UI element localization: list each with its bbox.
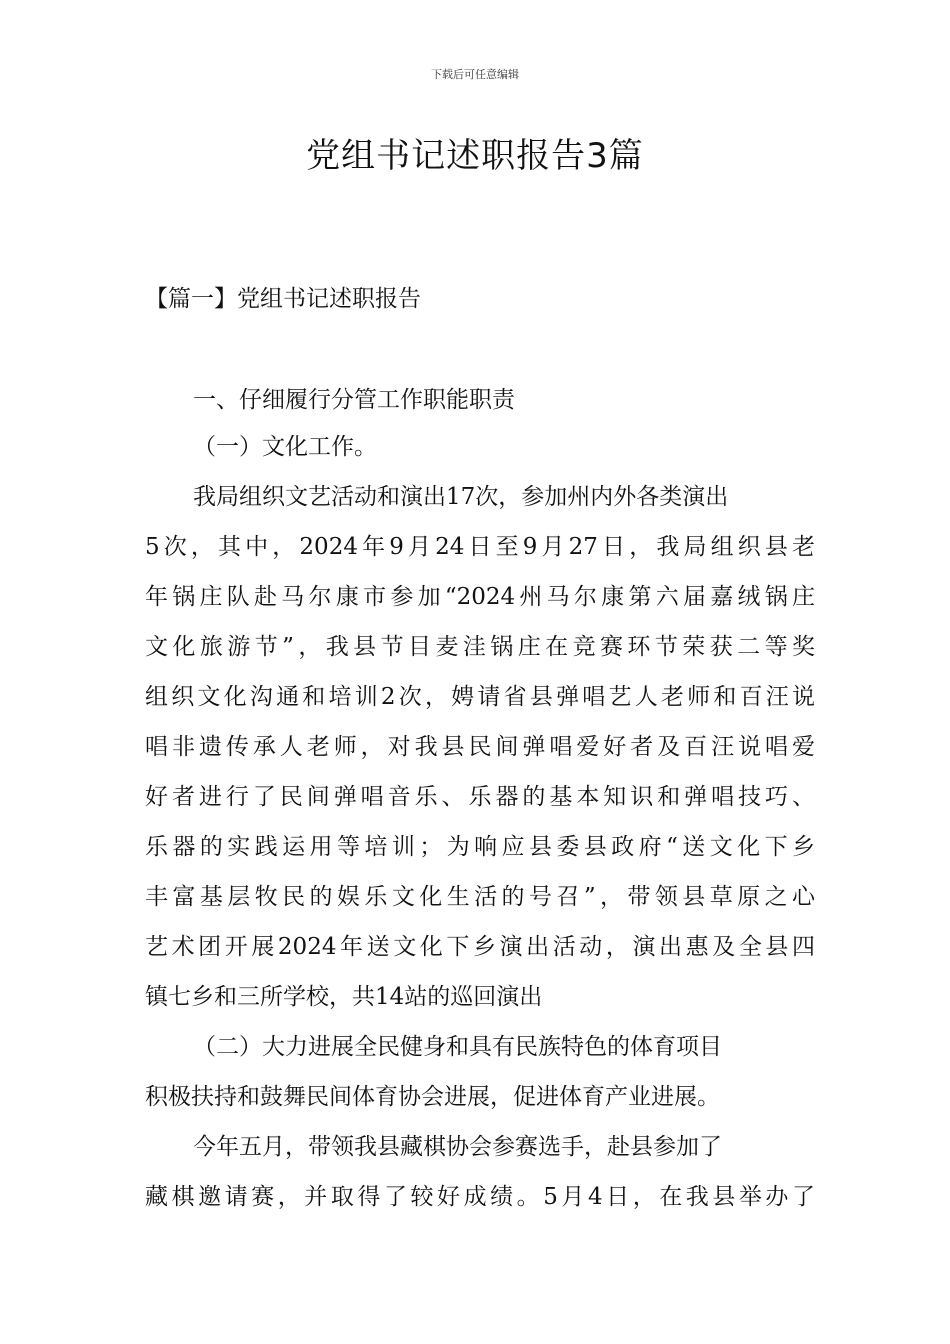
subheading-1-1: （一）文化工作。 — [193, 434, 377, 460]
paragraph-line: 唱非遗传承人老师，对我县民间弹唱爱好者及百汪说唱爱 — [145, 734, 815, 760]
paragraph-line: 今年五月，带领我县藏棋协会参赛选手，赴县参加了 — [193, 1134, 722, 1160]
paragraph-line: 组织文化沟通和培训2次，娉请省县弹唱艺人老师和百汪说 — [145, 684, 815, 710]
document-title: 党组书记述职报告3篇 — [306, 136, 644, 176]
subheading-line: （二）大力进展全民健身和具有民族特色的体育项目 — [193, 1034, 722, 1060]
section-heading: 【篇一】党组书记述职报告 — [145, 286, 421, 312]
header-note: 下载后可任意编辑 — [431, 68, 519, 81]
subheading-line: 积极扶持和鼓舞民间体育协会进展，促进体育产业进展。 — [145, 1084, 720, 1110]
paragraph-line: 艺术团开展2024年送文化下乡演出活动，演出惠及全县四 — [145, 934, 815, 960]
paragraph-line: 年锅庄队赴马尔康市参加“2024州马尔康第六届嘉绒锅庄 — [145, 584, 815, 610]
paragraph-line: 藏棋邀请赛，并取得了较好成绩。5月4日，在我县举办了 — [145, 1184, 815, 1210]
paragraph-line: 乐器的实践运用等培训；为响应县委县政府“送文化下乡 — [145, 834, 815, 860]
paragraph-line: 文化旅游节”，我县节目麦洼锅庄在竞赛环节荣获二等奖 — [145, 634, 815, 660]
paragraph-line: 5次，其中，2024年9月24日至9月27日，我局组织县老 — [145, 534, 815, 560]
subheading-1: 一、仔细履行分管工作职能职责 — [193, 387, 515, 413]
paragraph-line: 好者进行了民间弹唱音乐、乐器的基本知识和弹唱技巧、 — [145, 784, 815, 810]
paragraph-line: 我局组织文艺活动和演出17次，参加州内外各类演出 — [193, 484, 729, 510]
paragraph-line: 镇七乡和三所学校，共14站的巡回演出 — [145, 984, 543, 1010]
paragraph-line: 丰富基层牧民的娱乐文化生活的号召”，带领县草原之心 — [145, 884, 815, 910]
